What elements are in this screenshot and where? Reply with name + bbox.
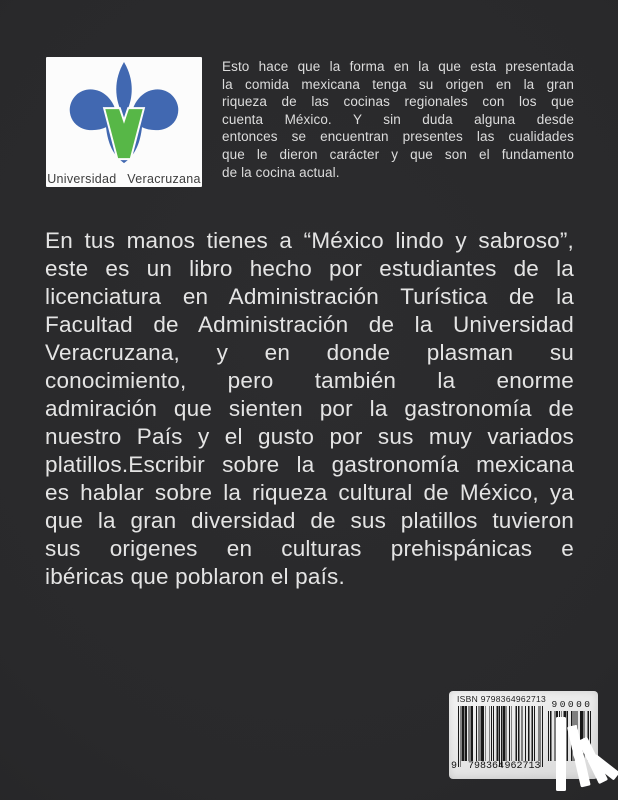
paragraph-line: este es un libro hecho por estudiantes de la [45, 256, 574, 281]
barcode-digit-prefix: 9 [451, 761, 458, 772]
paragraph-line: es hablar sobre la riqueza cultural de México, ya [45, 480, 574, 505]
publisher-logo-caption: Universidad Veracruzana [47, 172, 201, 186]
universidad-veracruzana-logo-icon [46, 59, 202, 167]
paragraph-line: Esto hace que la forma en la que esta presentada [222, 59, 574, 74]
publisher-logo-box [46, 57, 202, 187]
barcode-digits-left: 798364 [468, 761, 505, 772]
paragraph-line: nuestro País y el gusto por sus muy variados [45, 424, 574, 449]
barcode-supplement-label: 90000 [551, 699, 593, 710]
intro-paragraph [222, 58, 574, 181]
paragraph-line: En tus manos tienes a “México lindo y sabroso”, [45, 228, 574, 253]
barcode-panel [449, 691, 598, 779]
description-paragraph [45, 227, 574, 591]
paragraph-line: de la cocina actual. [222, 164, 340, 180]
paragraph-line: la comida mexicana tenga su origen en la gran [222, 76, 574, 92]
paragraph-line: platillos.Escribir sobre la gastronomía mexicana [45, 452, 574, 477]
paragraph-line: entonces se encuentran presentes las cualidades [222, 129, 574, 145]
paragraph-line: Veracruzana, y en donde plasman su [45, 340, 574, 365]
isbn-label: ISBN 9798364962713 [457, 694, 547, 704]
paragraph-line: admiración que sienten por la gastronomía de [45, 396, 574, 421]
paragraph-line: licenciatura en Administración Turística de la [45, 284, 574, 309]
paragraph-line: que la gran diversidad de sus platillos tuvieron [45, 508, 574, 533]
paragraph-line: conocimiento, pero también la enorme [45, 368, 574, 393]
ean13-barcode [458, 706, 543, 767]
paragraph-line: ibéricas que poblaron el país. [45, 564, 345, 589]
paragraph-line: sus origenes en culturas prehispánicas e [45, 536, 574, 561]
paragraph-line: que le dieron carácter y que son el fundamento [222, 146, 574, 162]
paragraph-line: Facultad de Administración de la Universidad [45, 312, 574, 337]
barcode-digits-right: 962713 [504, 761, 541, 772]
supplement-barcode [547, 711, 591, 761]
paragraph-line: cuenta México. Y sin duda alguna desde [222, 111, 574, 127]
paragraph-line: riqueza de las cocinas regionales con los que [222, 94, 574, 110]
